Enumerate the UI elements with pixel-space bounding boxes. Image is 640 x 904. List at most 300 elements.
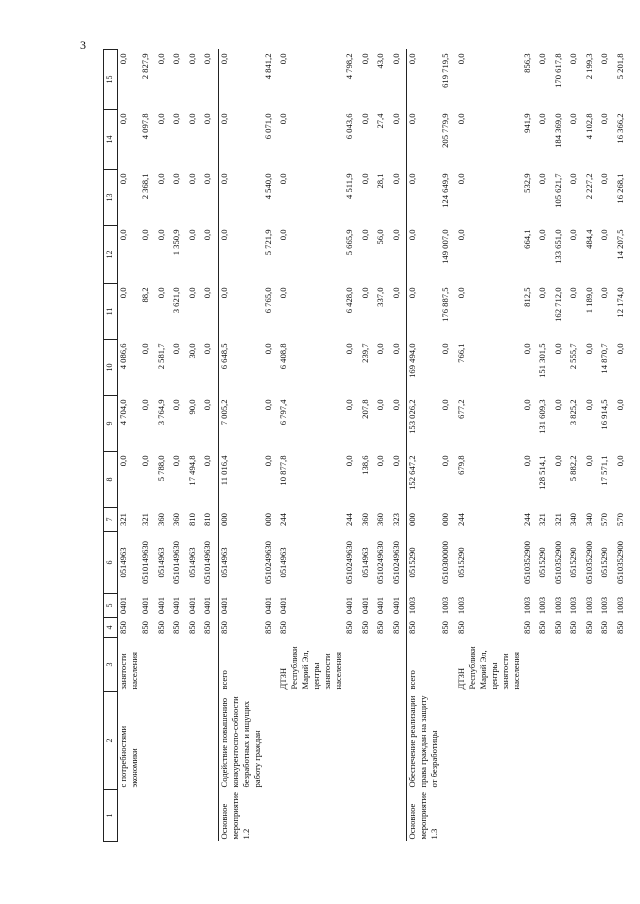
value-cell: 0,0 [218, 170, 263, 226]
rzpr-cell: 1003 [455, 596, 466, 615]
value-cell: 151 301,5 [537, 343, 547, 378]
value-cell: 0,0 [599, 229, 609, 241]
value-cell: 0,0 [390, 53, 401, 65]
value-cell: 0,0 [455, 173, 466, 185]
measure-name-cell [440, 692, 456, 790]
rzpr-cell: 1003 [537, 596, 547, 615]
value-cell: 6 043,6 [344, 113, 354, 140]
grbs-cell: 850 [118, 621, 128, 634]
value-cell: 0,0 [583, 455, 594, 467]
value-cell: 14 870,7 [599, 343, 609, 374]
measure-id-cell [140, 790, 156, 842]
value-cell: 153 026,2 [407, 396, 441, 452]
value-cell: 0,0 [171, 343, 181, 355]
csr-cell: 0514963 [186, 547, 197, 578]
executor-cell [615, 638, 631, 692]
grbs-cell: 850 [537, 621, 547, 634]
csr-cell: 0510149630 [140, 541, 150, 584]
csr-cell: 0514963 [218, 532, 263, 594]
value-cell: 941,9 [521, 113, 532, 133]
value-cell: 0,0 [171, 113, 181, 125]
table-row [456, 50, 522, 842]
value-cell: 43,0 [375, 53, 385, 69]
value-cell: 207,8 [359, 399, 370, 419]
value-cell: 677,2 [455, 399, 466, 419]
header-cell: 4 [104, 618, 118, 638]
value-cell: 128 514,1 [537, 455, 547, 490]
measure-name-cell [202, 692, 218, 790]
value-cell: 0,0 [599, 287, 609, 299]
value-cell: 0,0 [440, 343, 450, 355]
measure-name-cell [584, 692, 600, 790]
value-cell: 0,0 [390, 455, 401, 467]
measure-id-cell [456, 790, 522, 842]
header-cell: 5 [104, 594, 118, 618]
csr-cell: 0510249630 [390, 541, 401, 584]
value-cell: 3 621,0 [171, 287, 181, 314]
value-cell: 2 227,2 [583, 173, 594, 200]
value-cell: 4 841,2 [262, 53, 273, 80]
value-cell: 0,0 [599, 173, 609, 185]
measure-id-cell [599, 790, 615, 842]
measure-name-cell: Содействие повышению конкурентоспо-собности безработных и ищущих работу граждан [218, 692, 263, 790]
value-cell: 0,0 [155, 287, 166, 299]
measure-id-cell [568, 790, 584, 842]
value-cell: 12 174,0 [614, 287, 625, 318]
value-cell: 30,0 [186, 343, 197, 359]
value-cell: 664,1 [521, 229, 532, 249]
value-cell: 0,0 [155, 53, 166, 65]
executor-cell [553, 638, 569, 692]
value-cell: 170 617,8 [552, 53, 563, 88]
vr-cell: 321 [118, 513, 128, 526]
vr-cell: 360 [155, 513, 166, 526]
value-cell: 0,0 [614, 399, 625, 411]
value-cell: 6 765,0 [262, 287, 273, 314]
value-cell: 0,0 [171, 53, 181, 65]
value-cell: 205 779,9 [440, 113, 450, 148]
measure-id-cell [278, 790, 344, 842]
value-cell: 0,0 [218, 50, 263, 110]
value-cell: 337,0 [375, 287, 385, 307]
value-cell: 0,0 [440, 455, 450, 467]
value-cell: 0,0 [614, 343, 625, 355]
table-row [263, 50, 279, 842]
value-cell: 0,0 [155, 229, 166, 241]
value-cell: 2 368,1 [140, 173, 150, 200]
rzpr-cell: 0401 [118, 596, 128, 615]
rzpr-cell: 0401 [262, 596, 273, 615]
value-cell: 0,0 [407, 226, 441, 284]
measure-name-cell [568, 692, 584, 790]
csr-cell: 0510149630 [202, 541, 212, 584]
measure-id-cell [263, 790, 279, 842]
table-body [118, 50, 631, 842]
table-row [278, 50, 344, 842]
measure-name-cell [187, 692, 203, 790]
vr-cell: 360 [171, 513, 181, 526]
table-row [171, 50, 187, 842]
vr-cell: 000 [440, 513, 450, 526]
value-cell: 124 649,9 [440, 173, 450, 208]
grbs-cell: 850 [390, 621, 401, 634]
executor-cell [156, 638, 172, 692]
value-cell: 0,0 [140, 399, 150, 411]
rzpr-cell: 0401 [171, 596, 181, 615]
table-row [537, 50, 553, 842]
value-cell: 10 877,8 [278, 455, 288, 486]
value-cell: 0,0 [455, 287, 466, 299]
value-cell: 0,0 [583, 399, 594, 411]
value-cell: 0,0 [202, 399, 212, 411]
executor-cell [140, 638, 156, 692]
rzpr-cell: 1003 [407, 594, 441, 618]
rzpr-cell: 0401 [218, 594, 263, 618]
value-cell: 0,0 [359, 113, 370, 125]
grbs-cell: 850 [359, 621, 370, 634]
rzpr-cell: 0401 [390, 596, 401, 615]
rzpr-cell: 1003 [440, 596, 450, 615]
value-cell: 0,0 [118, 455, 128, 467]
grbs-cell: 850 [218, 618, 263, 638]
rzpr-cell: 1003 [521, 596, 532, 615]
rzpr-cell: 0401 [202, 596, 212, 615]
value-cell: 2 581,7 [155, 343, 166, 370]
table-row [187, 50, 203, 842]
value-cell: 3 764,9 [155, 399, 166, 426]
vr-cell: 000 [262, 513, 273, 526]
vr-cell: 340 [568, 513, 578, 526]
measure-id-cell [344, 790, 360, 842]
value-cell: 0,0 [202, 229, 212, 241]
vr-cell: 000 [407, 508, 441, 532]
rzpr-cell: 0401 [344, 596, 354, 615]
vr-cell: 000 [218, 508, 263, 532]
value-cell: 0,0 [568, 229, 578, 241]
value-cell: 0,0 [118, 229, 128, 241]
value-cell: 619 719,5 [440, 53, 450, 88]
value-cell: 0,0 [278, 229, 288, 241]
header-cell: 14 [104, 110, 118, 170]
value-cell: 0,0 [171, 455, 181, 467]
value-cell: 0,0 [202, 173, 212, 185]
measure-id-cell [440, 790, 456, 842]
value-cell: 4 540,0 [262, 173, 273, 200]
value-cell: 5 721,9 [262, 229, 273, 256]
value-cell: 0,0 [344, 343, 354, 355]
csr-cell: 0515290 [599, 547, 609, 578]
executor-cell [599, 638, 615, 692]
measure-id-cell [391, 790, 407, 842]
csr-cell: 0515290 [537, 547, 547, 578]
table-row [218, 50, 263, 842]
grbs-cell: 850 [455, 621, 466, 634]
vr-cell: 810 [202, 513, 212, 526]
value-cell: 0,0 [537, 229, 547, 241]
vr-cell: 570 [599, 513, 609, 526]
table-row [375, 50, 391, 842]
value-cell: 11 016,4 [218, 452, 263, 508]
measure-id-cell [537, 790, 553, 842]
measure-name-cell [344, 692, 360, 790]
vr-cell: 244 [344, 513, 354, 526]
measure-id-cell [375, 790, 391, 842]
csr-cell: 0514963 [359, 547, 370, 578]
measure-id-cell [553, 790, 569, 842]
value-cell: 6 648,5 [218, 340, 263, 396]
value-cell: 812,5 [521, 287, 532, 307]
value-cell: 0,0 [155, 113, 166, 125]
measure-name-cell [537, 692, 553, 790]
executor-cell: всего [218, 638, 263, 692]
table-row [522, 50, 538, 842]
value-cell: 2 199,3 [583, 53, 594, 80]
table-row [391, 50, 407, 842]
grbs-cell: 850 [552, 621, 563, 634]
header-cell: 10 [104, 340, 118, 396]
value-cell: 0,0 [118, 113, 128, 125]
value-cell: 16 366,2 [614, 113, 625, 144]
value-cell: 56,0 [375, 229, 385, 245]
value-cell: 0,0 [568, 287, 578, 299]
header-cell: 12 [104, 226, 118, 284]
value-cell: 1 189,0 [583, 287, 594, 314]
grbs-cell: 850 [568, 621, 578, 634]
value-cell: 3 825,2 [568, 399, 578, 426]
value-cell: 169 494,0 [407, 340, 441, 396]
measure-name-cell [599, 692, 615, 790]
value-cell: 5 788,0 [155, 455, 166, 482]
vr-cell: 340 [583, 513, 594, 526]
vr-cell: 810 [186, 513, 197, 526]
value-cell: 0,0 [218, 110, 263, 170]
measure-id-cell [584, 790, 600, 842]
value-cell: 0,0 [552, 399, 563, 411]
value-cell: 0,0 [568, 53, 578, 65]
measure-id-cell [360, 790, 376, 842]
value-cell: 0,0 [171, 173, 181, 185]
value-cell: 0,0 [202, 455, 212, 467]
value-cell: 0,0 [375, 455, 385, 467]
header-cell: 8 [104, 452, 118, 508]
vr-cell: 321 [552, 513, 563, 526]
value-cell: 4 704,0 [118, 399, 128, 426]
measure-name-cell [263, 692, 279, 790]
table-row [553, 50, 569, 842]
value-cell: 0,0 [359, 287, 370, 299]
value-cell: 6 797,4 [278, 399, 288, 426]
value-cell: 184 369,0 [552, 113, 563, 148]
vr-cell: 244 [521, 513, 532, 526]
value-cell: 176 887,5 [440, 287, 450, 322]
measure-id-cell [187, 790, 203, 842]
value-cell: 766,1 [455, 343, 466, 363]
table-row [599, 50, 615, 842]
value-cell: 0,0 [455, 53, 466, 65]
value-cell: 0,0 [455, 229, 466, 241]
value-cell: 0,0 [552, 455, 563, 467]
value-cell: 0,0 [614, 455, 625, 467]
value-cell: 0,0 [359, 229, 370, 241]
table-row [118, 50, 141, 842]
table-row [360, 50, 376, 842]
csr-cell: 0510352900 [521, 541, 532, 584]
value-cell: 27,4 [375, 113, 385, 129]
table-row [440, 50, 456, 842]
value-cell: 5 201,8 [614, 53, 625, 80]
grbs-cell: 850 [375, 621, 385, 634]
rzpr-cell: 0401 [375, 596, 385, 615]
value-cell: 0,0 [390, 287, 401, 299]
value-cell: 0,0 [140, 455, 150, 467]
value-cell: 0,0 [344, 399, 354, 411]
measure-name-cell [140, 692, 156, 790]
executor-cell [344, 638, 360, 692]
value-cell: 0,0 [537, 53, 547, 65]
rzpr-cell: 1003 [583, 596, 594, 615]
csr-cell: 0514963 [278, 547, 288, 578]
table-row [568, 50, 584, 842]
csr-cell: 0510249630 [344, 541, 354, 584]
rzpr-cell: 1003 [614, 596, 625, 615]
value-cell: 0,0 [186, 173, 197, 185]
measure-name-cell [615, 692, 631, 790]
value-cell: 0,0 [278, 173, 288, 185]
executor-cell [187, 638, 203, 692]
value-cell: 0,0 [278, 113, 288, 125]
value-cell: 14 207,5 [614, 229, 625, 260]
rzpr-cell: 0401 [155, 596, 166, 615]
measure-name-cell [553, 692, 569, 790]
value-cell: 7 005,2 [218, 396, 263, 452]
header-row [104, 50, 118, 842]
header-cell: 6 [104, 532, 118, 594]
value-cell: 6 408,8 [278, 343, 288, 370]
value-cell: 0,0 [537, 113, 547, 125]
grbs-cell: 850 [140, 621, 150, 634]
value-cell: 239,7 [359, 343, 370, 363]
rotated-table-container [103, 53, 625, 842]
measure-id-cell [171, 790, 187, 842]
table-row [344, 50, 360, 842]
value-cell: 0,0 [186, 287, 197, 299]
value-cell: 5 665,9 [344, 229, 354, 256]
value-cell: 1 350,9 [171, 229, 181, 256]
value-cell: 105 621,7 [552, 173, 563, 208]
grbs-cell: 850 [262, 621, 273, 634]
csr-cell: 0510249630 [375, 541, 385, 584]
table-row [140, 50, 156, 842]
value-cell: 0,0 [218, 284, 263, 340]
value-cell: 0,0 [537, 287, 547, 299]
value-cell: 0,0 [521, 343, 532, 355]
vr-cell: 244 [278, 513, 288, 526]
value-cell: 90,0 [186, 399, 197, 415]
value-cell: 0,0 [521, 455, 532, 467]
value-cell: 149 007,0 [440, 229, 450, 264]
value-cell: 4 097,8 [140, 113, 150, 140]
value-cell: 0,0 [202, 53, 212, 65]
rzpr-cell: 0401 [186, 596, 197, 615]
vr-cell: 323 [390, 513, 401, 526]
grbs-cell: 850 [155, 621, 166, 634]
rzpr-cell: 0401 [278, 596, 288, 615]
value-cell: 0,0 [390, 399, 401, 411]
executor-cell [202, 638, 218, 692]
value-cell: 0,0 [407, 50, 441, 110]
measure-name-cell [156, 692, 172, 790]
value-cell: 16 268,1 [614, 173, 625, 204]
measure-id-cell [118, 790, 141, 842]
value-cell: 0,0 [407, 284, 441, 340]
value-cell: 0,0 [599, 113, 609, 125]
grbs-cell: 850 [171, 621, 181, 634]
grbs-cell: 850 [202, 621, 212, 634]
value-cell: 0,0 [455, 113, 466, 125]
grbs-cell: 850 [440, 621, 450, 634]
value-cell: 0,0 [390, 173, 401, 185]
value-cell: 5 882,2 [568, 455, 578, 482]
value-cell: 6 428,0 [344, 287, 354, 314]
value-cell: 856,3 [521, 53, 532, 73]
value-cell: 0,0 [390, 113, 401, 125]
value-cell: 152 647,2 [407, 452, 441, 508]
header-cell: 15 [104, 50, 118, 110]
csr-cell: 0510352900 [614, 541, 625, 584]
value-cell: 4 086,6 [118, 343, 128, 370]
value-cell: 16 914,5 [599, 399, 609, 430]
value-cell: 17 494,8 [186, 455, 197, 486]
value-cell: 0,0 [583, 343, 594, 355]
measure-name-cell: с потребностями экономики [118, 725, 139, 788]
table-row [202, 50, 218, 842]
value-cell: 0,0 [375, 399, 385, 411]
value-cell: 2 555,7 [568, 343, 578, 370]
measure-name-cell [456, 692, 522, 790]
rzpr-cell: 0401 [140, 596, 150, 615]
grbs-cell: 850 [521, 621, 532, 634]
value-cell: 0,0 [202, 287, 212, 299]
value-cell: 0,0 [440, 399, 450, 411]
measure-name-cell [391, 692, 407, 790]
value-cell: 162 712,0 [552, 287, 563, 322]
csr-cell: 0510249630 [262, 541, 273, 584]
value-cell: 0,0 [118, 287, 128, 299]
grbs-cell: 850 [614, 621, 625, 634]
csr-cell: 0510352900 [552, 541, 563, 584]
header-cell: 2 [104, 692, 118, 790]
value-cell: 0,0 [140, 229, 150, 241]
measure-name-cell [360, 692, 376, 790]
grbs-cell: 850 [278, 621, 288, 634]
vr-cell: 360 [375, 513, 385, 526]
value-cell: 0,0 [140, 343, 150, 355]
executor-cell [522, 638, 538, 692]
value-cell: 0,0 [521, 399, 532, 411]
measure-name-cell [278, 692, 344, 790]
value-cell: 0,0 [218, 226, 263, 284]
value-cell: 4 511,9 [344, 173, 354, 199]
header-cell: 1 [104, 790, 118, 842]
value-cell: 0,0 [262, 343, 273, 355]
value-cell: 17 571,1 [599, 455, 609, 486]
executor-cell [375, 638, 391, 692]
value-cell: 0,0 [202, 113, 212, 125]
value-cell: 0,0 [202, 343, 212, 355]
value-cell: 0,0 [537, 173, 547, 185]
header-cell: 11 [104, 284, 118, 340]
rzpr-cell: 0401 [359, 596, 370, 615]
